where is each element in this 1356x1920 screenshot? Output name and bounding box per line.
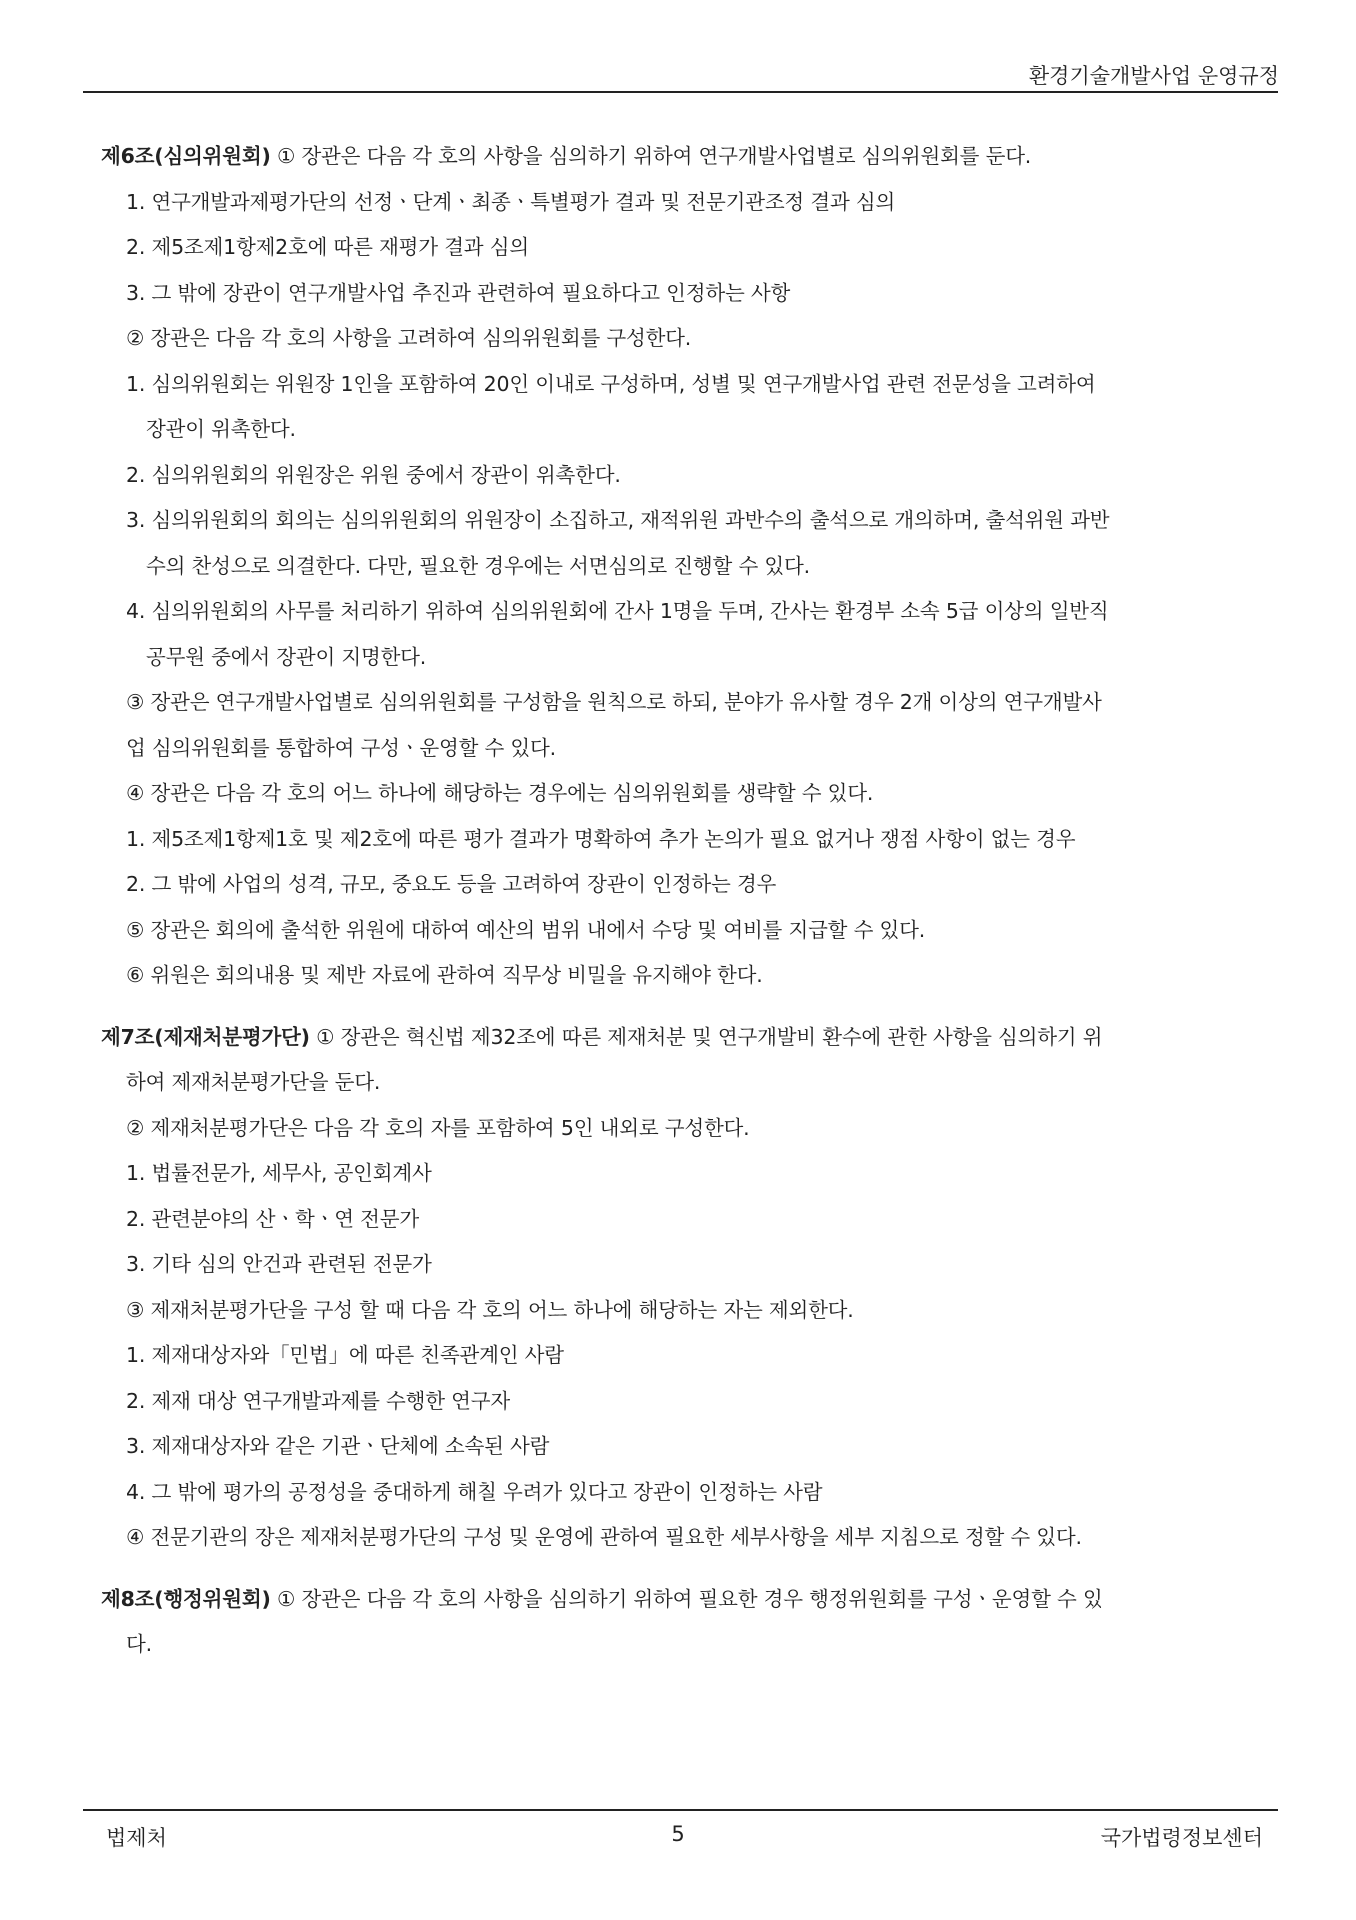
article-heading: 제7조(제재처분평가단): [101, 1024, 310, 1049]
document-body: [101, 134, 1279, 1684]
item-continuation: 수의 찬성으로 의결한다. 다만, 필요한 경우에는 서면심의로 진행할 수 있다.: [146, 553, 810, 578]
paragraph-line: ① 장관은 다음 각 호의 사항을 심의하기 위하여 연구개발사업별로 심의위원회를 둔다.: [276, 144, 1032, 168]
paragraph-line: ② 장관은 다음 각 호의 사항을 고려하여 심의위원회를 구성한다.: [126, 326, 692, 350]
footer-publisher: 법제처: [106, 1826, 167, 1850]
item-line: 2. 관련분야의 산ㆍ학ㆍ연 전문가: [126, 1206, 419, 1231]
item-line: 1. 심의위원회는 위원장 1인을 포함하여 20인 이내로 구성하며, 성별 및 연구개발사업 관련 전문성을 고려하여: [126, 371, 1096, 396]
paragraph-continuation: 업 심의위원회를 통합하여 구성ㆍ운영할 수 있다.: [126, 735, 556, 760]
item-line: 4. 그 밖에 평가의 공정성을 중대하게 해칠 우려가 있다고 장관이 인정하는 사람: [126, 1479, 823, 1504]
item-line: 2. 제재 대상 연구개발과제를 수행한 연구자: [126, 1388, 510, 1413]
item-line: 2. 제5조제1항제2호에 따른 재평가 결과 심의: [126, 235, 529, 259]
paragraph-continuation: 다.: [126, 1632, 152, 1656]
footer-divider: [83, 1809, 1278, 1811]
item-continuation: 공무원 중에서 장관이 지명한다.: [146, 644, 427, 669]
article-heading: 제8조(행정위원회): [101, 1586, 271, 1611]
item-line: 1. 제5조제1항제1호 및 제2호에 따른 평가 결과가 명확하여 추가 논의가 필요 없거나 쟁점 사항이 없는 경우: [126, 826, 1076, 851]
article-6: [101, 134, 1279, 999]
paragraph-line: ④ 장관은 다음 각 호의 어느 하나에 해당하는 경우에는 심의위원회를 생략할 수 있다.: [126, 781, 874, 805]
item-line: 3. 심의위원회의 회의는 심의위원회의 위원장이 소집하고, 재적위원 과반수의 출석으로 개의하며, 출석위원 과반: [126, 508, 1110, 532]
paragraph-line: ④ 전문기관의 장은 제재처분평가단의 구성 및 운영에 관하여 필요한 세부사항을 세부 지침으로 정할 수 있다.: [126, 1525, 1082, 1549]
item-line: 1. 제재대상자와「민법」에 따른 친족관계인 사람: [126, 1343, 564, 1367]
paragraph-line: ① 장관은 다음 각 호의 사항을 심의하기 위하여 필요한 경우 행정위원회를 구성ㆍ운영할 수 있: [276, 1586, 1103, 1611]
header-divider: [83, 91, 1278, 93]
article-8: [101, 1577, 1279, 1668]
article-heading: 제6조(심의위원회): [101, 144, 271, 168]
paragraph-line: ② 제재처분평가단은 다음 각 호의 자를 포함하여 5인 내외로 구성한다.: [126, 1115, 750, 1140]
paragraph-line: ③ 장관은 연구개발사업별로 심의위원회를 구성함을 원칙으로 하되, 분야가 유사할 경우 2개 이상의 연구개발사: [126, 690, 1102, 714]
item-continuation: 장관이 위촉한다.: [146, 417, 296, 441]
item-line: 2. 그 밖에 사업의 성격, 규모, 중요도 등을 고려하여 장관이 인정하는 경우: [126, 872, 777, 896]
item-line: 1. 연구개발과제평가단의 선정ㆍ단계ㆍ최종ㆍ특별평가 결과 및 전문기관조정 결과 심의: [126, 189, 896, 214]
paragraph-line: ⑤ 장관은 회의에 출석한 위원에 대하여 예산의 범위 내에서 수당 및 여비를 지급할 수 있다.: [126, 917, 926, 942]
page-number: 5: [671, 1822, 685, 1846]
article-7: [101, 1015, 1279, 1561]
paragraph-continuation: 하여 제재처분평가단을 둔다.: [126, 1070, 381, 1094]
footer-source: 국가법령정보센터: [1100, 1826, 1263, 1850]
paragraph-line: ⑥ 위원은 회의내용 및 제반 자료에 관하여 직무상 비밀을 유지해야 한다.: [126, 963, 763, 987]
item-line: 3. 그 밖에 장관이 연구개발사업 추진과 관련하여 필요하다고 인정하는 사항: [126, 280, 791, 305]
item-line: 3. 기타 심의 안건과 관련된 전문가: [126, 1252, 432, 1276]
item-line: 1. 법률전문가, 세무사, 공인회계사: [126, 1161, 432, 1185]
item-line: 4. 심의위원회의 사무를 처리하기 위하여 심의위원회에 간사 1명을 두며, 간사는 환경부 소속 5급 이상의 일반직: [126, 599, 1109, 623]
item-line: 3. 제재대상자와 같은 기관ㆍ단체에 소속된 사람: [126, 1434, 550, 1458]
running-header: 환경기술개발사업 운영규정: [1028, 64, 1279, 88]
paragraph-line: ③ 제재처분평가단을 구성 할 때 다음 각 호의 어느 하나에 해당하는 자는 제외한다.: [126, 1297, 854, 1322]
paragraph-line: ① 장관은 혁신법 제32조에 따른 제재처분 및 연구개발비 환수에 관한 사항을 심의하기 위: [316, 1024, 1103, 1049]
item-line: 2. 심의위원회의 위원장은 위원 중에서 장관이 위촉한다.: [126, 462, 621, 487]
